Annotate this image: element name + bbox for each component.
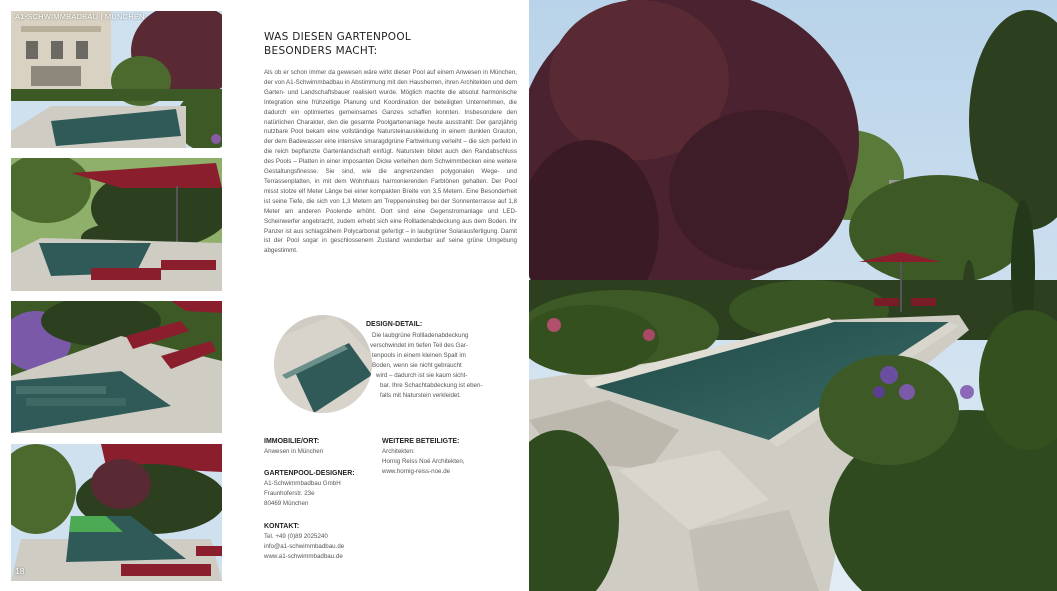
photo-parasol-lounge	[11, 158, 222, 291]
design-detail-line: bar. Ihre Schachtabdeckung ist eben-	[380, 382, 483, 389]
hero-photo	[529, 0, 1057, 591]
others-line: Architekten:	[382, 448, 415, 455]
article-heading	[264, 30, 504, 58]
design-detail-line: verschwindet im tiefen Teil des Gar-	[370, 342, 468, 349]
contact-label: KONTAKT:	[264, 523, 300, 530]
others-website[interactable]: www.hornig-reiss-noe.de	[382, 468, 451, 475]
designer-label: GARTENPOOL-DESIGNER:	[264, 470, 355, 477]
info-others	[382, 436, 465, 477]
contact-website[interactable]: www.a1-schwimmbadbau.de	[264, 553, 343, 560]
page-number: 18	[15, 566, 25, 576]
design-detail-line: wird – dadurch ist sie kaum sicht-	[376, 372, 468, 379]
designer-line: Fraunhoferstr. 23e	[264, 490, 315, 497]
section-tag: A1-SCHWIMMBADBAU | MÜNCHEN	[15, 12, 145, 21]
design-detail-line: Boden, wenn sie nicht gebraucht	[372, 362, 462, 369]
heading-line-1: WAS DIESEN GARTENPOOL	[264, 31, 412, 43]
others-line: Hornig Reiss Noé Architekten,	[382, 458, 465, 465]
info-contact	[264, 521, 344, 562]
photo-pool-steps	[11, 301, 222, 433]
heading-line-2: BESONDERS MACHT:	[264, 45, 378, 57]
info-property	[264, 436, 323, 457]
design-detail-photo	[274, 315, 372, 413]
info-designer	[264, 468, 355, 509]
design-detail-text	[372, 331, 487, 401]
contact-email[interactable]: info@a1-schwimmbadbau.de	[264, 543, 345, 550]
others-label: WEITERE BETEILIGTE:	[382, 438, 460, 445]
designer-line: 80469 München	[264, 500, 309, 507]
design-detail-line: tenpools in einem kleinen Spalt im	[372, 352, 466, 359]
property-label: IMMOBILIE/ORT:	[264, 438, 320, 445]
contact-phone: Tel. +49 (0)89 2025240	[264, 533, 328, 540]
photo-villa-pool	[11, 11, 222, 148]
designer-line: A1-Schwimmbadbau GmbH	[264, 480, 341, 487]
property-value: Anwesen in München	[264, 448, 324, 455]
design-detail-line: falls mit Naturstein verkleidet.	[380, 392, 461, 399]
article-body: Als ob er schon immer da gewesen wäre wirkt dieser Pool auf einem Anwesen in München, der von A1-Schwimmbadbau in Abstimmung mit den Hausherren, ihren Architekten und dem Garten- und Landschaftsbauer realisiert wurde. Möglich machte die absolut harmonische Integration eine frühzeitige Planung und Koordination der beteiligten Unternehmen, die dadurch ein optimiertes gemeinsames Ganzes schaffen konnten. Insbesondere den natürlichen Charakter, den die gesamte Poolgartenanlage heute ausstrahlt: Der ganzjährig nutzbare Pool bekam eine vollständige Natursteinauskleidung in einem dunklen Grauton, der dem Badewasser eine intensive smaragdgrüne Farbwirkung verleiht – die sich perfekt in die reich bepflanzte Gartenlandschaft einfügt. Naturstein bildet auch den Randabschluss des Pools – Platten in einer imposanten Dicke verleihen dem Schwimmbecken eine weitere Gestaltungsfinesse. Sie sind, wie die angrenzenden polygonalen Wege- und Terrassenplatten, in mit dem Wohnhaus harmonierenden Farbtönen gehalten. Der Pool misst stolze elf Meter Länge bei einer kompakten Breite von 3,5 Metern. Eine Besonderheit ist seine Tiefe, die sich von 1,3 Metern am Treppeneinstieg bei der Sonnenterrasse auf 1,8 Meter am anderen Poolende erhöht. Dort sind eine Gegenstromanlage und LED-Scheinwerfer angebracht, zudem erhebt sich eine Rollladenabdeckung aus dem Boden. Ihr Panzer ist aus schlagzähem Polycarbonat gefertigt – in laubgrüner Solarausfertigung. Damit ist der Pool sogar in geschlossenem Zustand wunderbar auf seine grüne Umgebung abgestimmt.	[264, 69, 517, 255]
design-detail-line: Die laubgrüne Rollladenabdeckung	[372, 332, 469, 339]
photo-pool-cover	[11, 444, 222, 581]
design-detail-title: DESIGN-DETAIL:	[366, 321, 423, 328]
